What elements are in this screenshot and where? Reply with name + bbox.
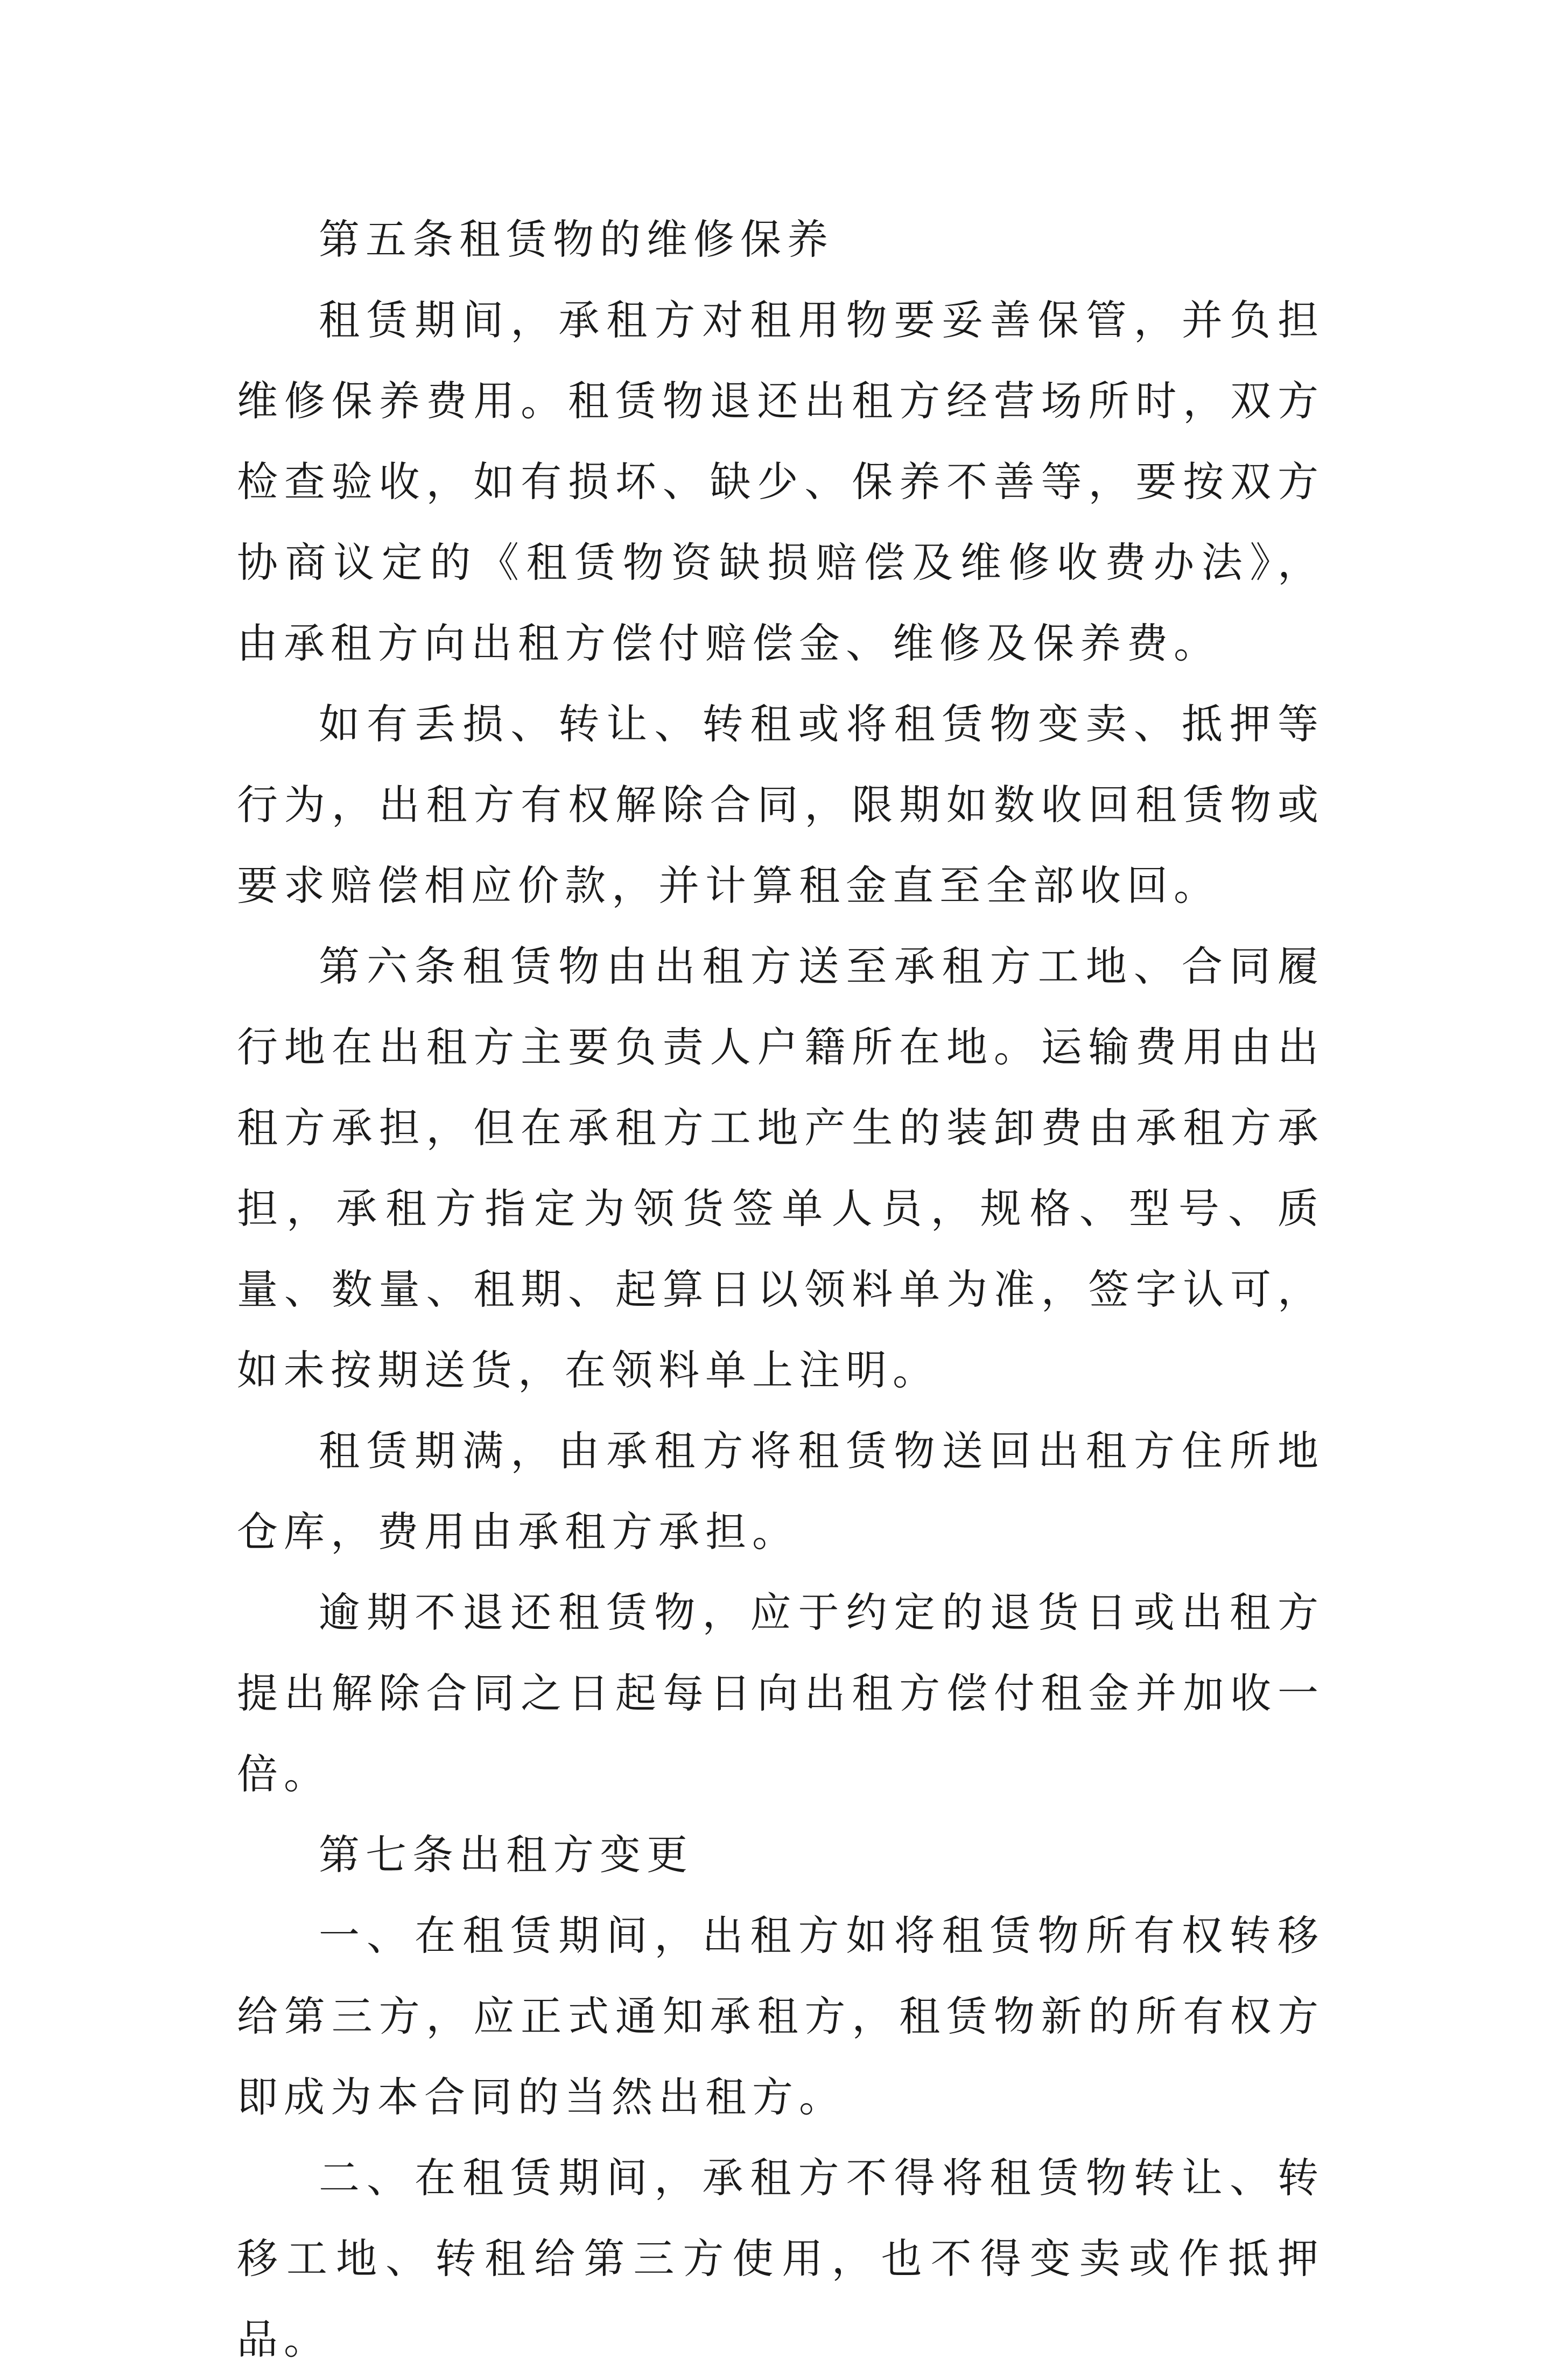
paragraph-overdue-return: 逾期不退还租赁物，应于约定的退货日或出租方提出解除合同之日起每日向出租方偿付租金并加收一倍。 bbox=[237, 1588, 1324, 1798]
paragraph-return-on-expiry: 租赁期满，由承租方将租赁物送回出租方住所地仓库，费用由承租方承担。 bbox=[237, 1427, 1324, 1556]
paragraph-maintenance: 租赁期间，承租方对租用物要妥善保管，并负担维修保养费用。租赁物退还出租方经营场所时，双方检查验收，如有损坏、缺少、保养不善等，要按双方协商议定的《租赁物资缺损赔偿及维修收费办法》，由承租方向出租方偿付赔偿金、维修及保养费。 bbox=[237, 296, 1324, 667]
section-heading-article-5: 第五条租赁物的维修保养 bbox=[319, 215, 834, 263]
section-heading-article-7: 第七条出租方变更 bbox=[319, 1831, 693, 1879]
document-body bbox=[237, 199, 1324, 2380]
paragraph-loss-transfer: 如有丢损、转让、转租或将租赁物变卖、抵押等行为，出租方有权解除合同，限期如数收回租赁物或要求赔偿相应价款，并计算租金直至全部收回。 bbox=[237, 700, 1324, 909]
paragraph-lessee-restrictions: 二、在租赁期间，承租方不得将租赁物转让、转移工地、转租给第三方使用，也不得变卖或作抵押品。 bbox=[237, 2154, 1324, 2363]
paragraph-article-6-delivery: 第六条租赁物由出租方送至承租方工地、合同履行地在出租方主要负责人户籍所在地。运输费用由出租方承担，但在承租方工地产生的装卸费由承租方承担，承租方指定为领货签单人员，规格、型号、质量、数量、租期、起算日以领料单为准，签字认可，如未按期送货，在领料单上注明。 bbox=[237, 942, 1324, 1394]
paragraph-lessor-transfer: 一、在租赁期间，出租方如将租赁物所有权转移给第三方，应正式通知承租方，租赁物新的所有权方即成为本合同的当然出租方。 bbox=[237, 1912, 1324, 2121]
